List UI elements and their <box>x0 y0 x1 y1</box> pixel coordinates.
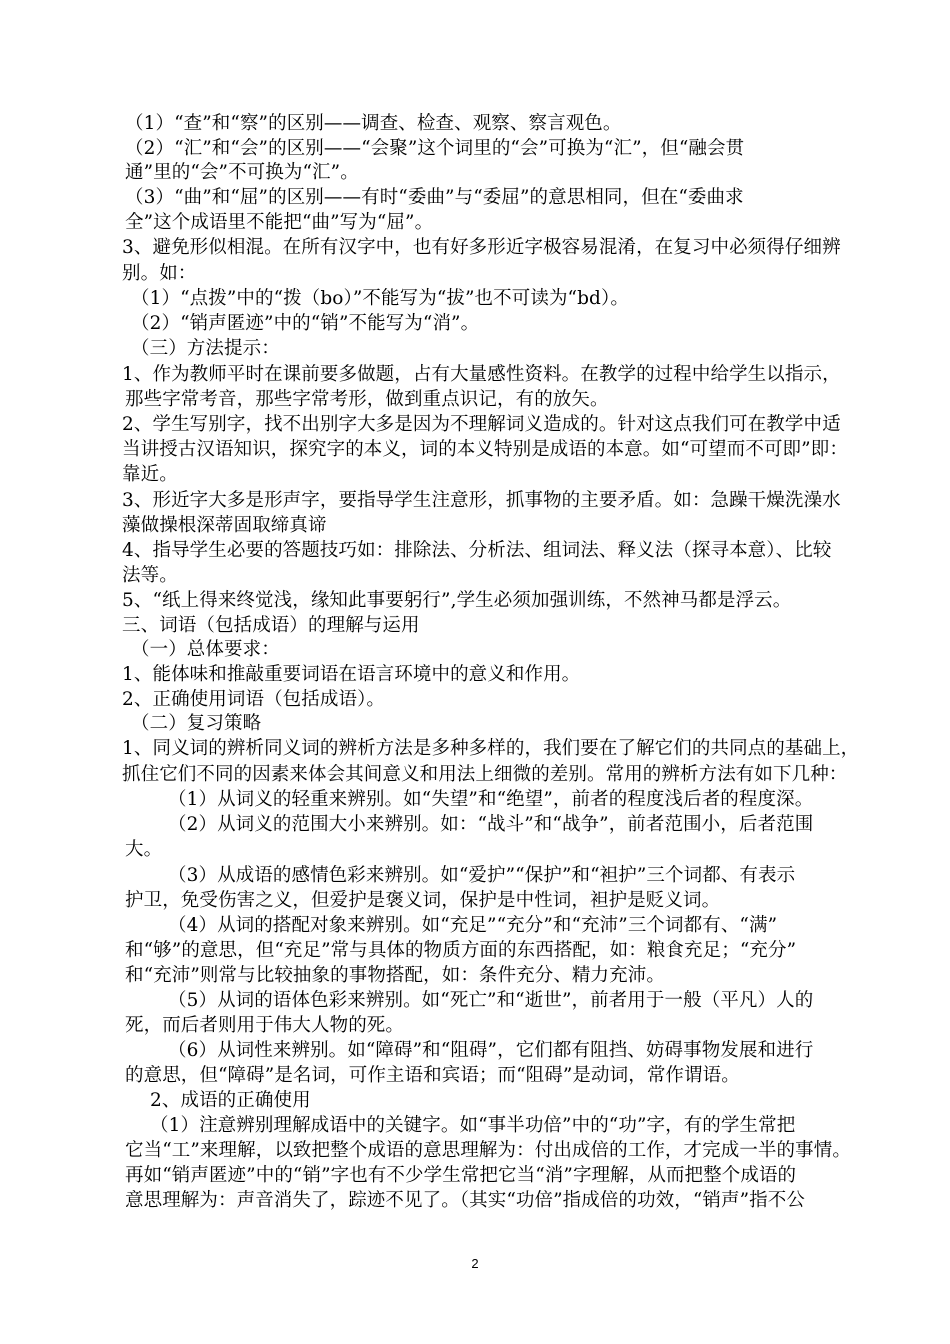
section-heading: （一）总体要求： <box>131 639 280 660</box>
text-line: 靠近。 <box>122 464 178 485</box>
text-line: 3、避免形似相混。在所有汉字中，也有好多形近字极容易混淆，在复习中必须得仔细辨 <box>122 237 841 258</box>
text-line: （1）从词义的轻重来辨别。如“失望”和“绝望”，前者的程度浅后者的程度深。 <box>168 789 814 810</box>
text-line: （2）“汇”和“会”的区别——“会聚”这个词里的“会”可换为“汇”，但“融会贯 <box>125 138 745 159</box>
text-line: 全”这个成语里不能把“曲”写为“屈”。 <box>125 212 434 233</box>
text-line: （2）“销声匿迹”中的“销”不能写为“消”。 <box>131 313 480 334</box>
text-line: 2、正确使用词语（包括成语）。 <box>122 689 386 710</box>
text-line: 抓住它们不同的因素来体会其间意义和用法上细微的差别。常用的辨析方法有如下几种： <box>122 764 848 785</box>
text-line: （1）“点拨”中的“拨（bo）”不能写为“拔”也不可读为“bd）。 <box>131 288 629 309</box>
text-line: （3）从成语的感情色彩来辨别。如“爱护”“保护”和“袒护”三个词都、有表示 <box>168 865 796 886</box>
text-line: 3、形近字大多是形声字，要指导学生注意形，抓事物的主要矛盾。如：急躁干燥洗澡水 <box>122 490 841 511</box>
text-line: （4）从词的搭配对象来辨别。如“充足”“充分”和“充沛”三个词都有、“满” <box>168 915 778 936</box>
section-heading: 2、成语的正确使用 <box>150 1090 311 1111</box>
text-line: 1、同义词的辨析同义词的辨析方法是多种多样的，我们要在了解它们的共同点的基础上， <box>122 738 860 759</box>
text-line: 那些字常考音，那些字常考形，做到重点识记，有的放矢。 <box>125 389 609 410</box>
text-line: （1）“查”和“察”的区别——调查、检查、观察、察言观色。 <box>125 113 622 134</box>
text-line: 护卫，免受伤害之义，但爱护是褒义词，保护是中性词，袒护是贬义词。 <box>125 890 721 911</box>
text-line: 1、能体味和推敲重要词语在语言环境中的意义和作用。 <box>122 664 581 685</box>
text-line: 别。如： <box>122 263 197 284</box>
text-line: 意思理解为：声音消失了，踪迹不见了。（其实“功倍”指成倍的功效，“销声”指不公 <box>125 1190 805 1211</box>
text-line: 的意思，但“障碍”是名词，可作主语和宾语；而“阻碍”是动词，常作谓语。 <box>125 1065 740 1086</box>
text-line: （3）“曲”和“屈”的区别——有时“委曲”与“委屈”的意思相同，但在“委曲求 <box>125 187 744 208</box>
section-heading: 三、词语（包括成语）的理解与运用 <box>122 615 420 636</box>
text-line: （5）从词的语体色彩来辨别。如“死亡”和“逝世”，前者用于一般（平凡）人的 <box>168 990 814 1011</box>
text-line: （6）从词性来辨别。如“障碍”和“阻碍”，它们都有阻挡、妨碍事物发展和进行 <box>168 1040 814 1061</box>
text-line: 2、学生写别字，找不出别字大多是因为不理解词义造成的。针对这点我们可在教学中适 <box>122 414 841 435</box>
text-line: 藻做操根深蒂固取缔真谛 <box>122 515 327 536</box>
text-line: 5、“纸上得来终觉浅，缘知此事要躬行”,学生必须加强训练，不然神马都是浮云。 <box>122 590 792 611</box>
text-line: 当讲授古汉语知识，探究字的本义，词的本义特别是成语的本意。如“可望而不可即”即： <box>122 439 848 460</box>
text-line: 它当“工”来理解，以致把整个成语的意思理解为：付出成倍的工作，才完成一半的事情。 <box>125 1140 851 1161</box>
text-line: 和“充沛”则常与比较抽象的事物搭配，如：条件充分、精力充沛。 <box>125 965 665 986</box>
page-number: 2 <box>471 1256 479 1271</box>
text-line: 再如“销声匿迹”中的“销”字也有不少学生常把它当“消”字理解，从而把整个成语的 <box>125 1165 797 1186</box>
text-line: 死，而后者则用于伟大人物的死。 <box>125 1015 405 1036</box>
section-heading: （二）复习策略 <box>131 713 262 734</box>
text-line: 大。 <box>125 839 163 860</box>
text-line: 通”里的“会”不可换为“汇”。 <box>125 162 359 183</box>
text-line: 4、指导学生必要的答题技巧如：排除法、分析法、组词法、释义法（探寻本意）、比较 <box>122 540 832 561</box>
text-line: （2）从词义的范围大小来辨别。如：“战斗”和“战争”，前者范围小，后者范围 <box>168 814 814 835</box>
section-heading: （三）方法提示： <box>131 338 280 359</box>
text-line: 法等。 <box>122 565 178 586</box>
text-line: （1）注意辨别理解成语中的关键字。如“事半功倍”中的“功”字，有的学生常把 <box>150 1115 796 1136</box>
text-line: 1、作为教师平时在课前要多做题，占有大量感性资料。在教学的过程中给学生以指示， <box>122 364 841 385</box>
text-line: 和“够”的意思，但“充足”常与具体的物质方面的东西搭配，如：粮食充足；“充分” <box>125 940 797 961</box>
